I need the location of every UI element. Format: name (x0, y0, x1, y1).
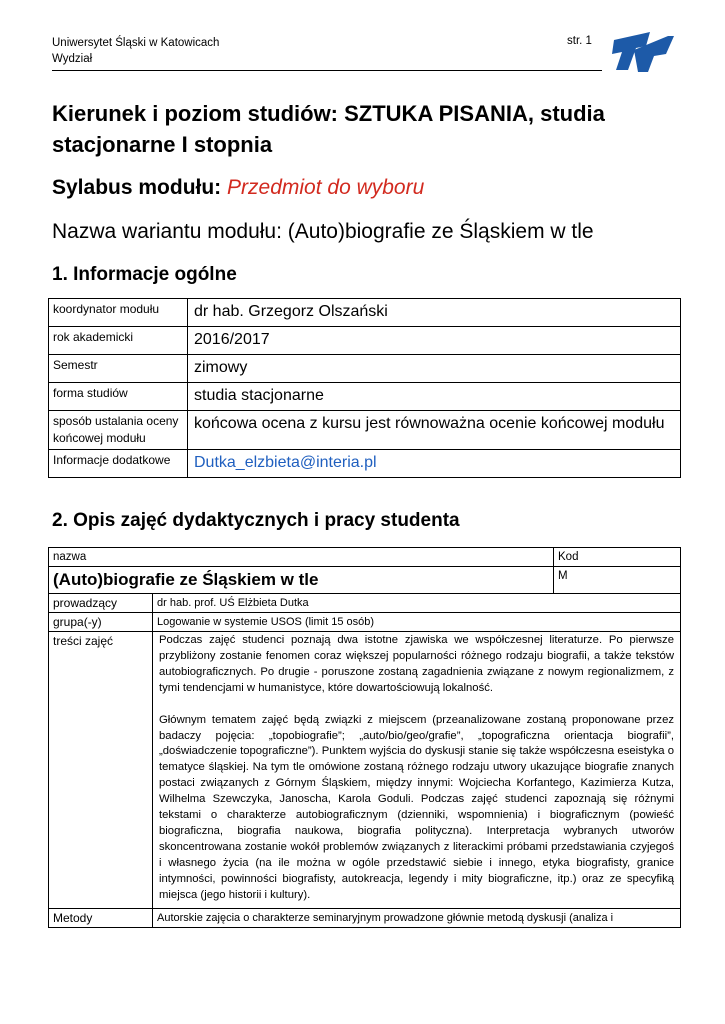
table-row (49, 355, 681, 383)
row-key: rok akademicki (49, 327, 188, 355)
table-row (49, 908, 681, 927)
page-title: Kierunek i poziom studiów: SZTUKA PISANIA, studia stacjonarne I stopnia (52, 101, 605, 157)
section-1-title: 1. Informacje ogólne (52, 264, 237, 285)
table-row (49, 299, 681, 327)
table-row (49, 567, 681, 594)
row-key: Informacje dodatkowe (49, 450, 188, 478)
general-info-table (48, 298, 681, 478)
table-row (49, 632, 681, 909)
table-row (49, 594, 681, 613)
tresci-paragraph-1: Podczas zajęć studenci poznają dwa istotne zjawiska we współczesnej literaturze. Po pierwsze przybliżony zostanie fenomen coraz większej popularności różnego rodzaju biografii, a także tekstów autobiograficznych. Po drugie - poruszone zostaną zagadnienia związane z nowym regionalizmem, z tymi tendencjami w humanistyce, które dowartościowują lokalność. (159, 634, 674, 694)
table-row (49, 613, 681, 632)
faculty-name: Wydział (52, 53, 93, 65)
table-row (49, 327, 681, 355)
row-key: Semestr (49, 355, 188, 383)
course-name: (Auto)biografie ze Śląskiem w tle (49, 567, 554, 594)
row-key: sposób ustalania oceny końcowej modułu (49, 411, 188, 450)
page-header (52, 35, 219, 67)
row-value: końcowa ocena z kursu jest równoważna ocenie końcowej modułu (188, 411, 681, 450)
kod-label: Kod (554, 548, 681, 567)
row-value: studia stacjonarne (188, 383, 681, 411)
table-row (49, 548, 681, 567)
table-row (49, 383, 681, 411)
metody-label: Metody (49, 908, 153, 927)
metody-value: Autorskie zajęcia o charakterze seminaryjnym prowadzone głównie metodą dyskusji (analiza i (153, 908, 681, 927)
header-divider (52, 70, 602, 71)
variant-heading: Nazwa wariantu modułu: (Auto)biografie ze Śląskiem w tle (52, 220, 594, 243)
tresci-label: treści zajęć (49, 632, 153, 909)
grupa-label: grupa(-y) (49, 613, 153, 632)
section-2-title: 2. Opis zajęć dydaktycznych i pracy studenta (52, 510, 460, 531)
row-key: forma studiów (49, 383, 188, 411)
row-key: koordynator modułu (49, 299, 188, 327)
course-description-table (48, 547, 681, 928)
row-value: dr hab. Grzegorz Olszański (188, 299, 681, 327)
row-value: 2016/2017 (188, 327, 681, 355)
email-link[interactable]: Dutka_elzbieta@interia.pl (188, 450, 681, 478)
table-row (49, 411, 681, 450)
prowadzacy-value: dr hab. prof. UŚ Elżbieta Dutka (153, 594, 681, 613)
kod-value: M (554, 567, 681, 594)
module-name: Przedmiot do wyboru (227, 176, 425, 199)
row-value: zimowy (188, 355, 681, 383)
university-name: Uniwersytet Śląski w Katowicach (52, 37, 220, 49)
page-number: str. 1 (567, 35, 592, 47)
tresci-value (153, 632, 681, 909)
syllabus-heading (52, 176, 424, 200)
syllabus-prefix: Sylabus modułu: (52, 176, 222, 199)
university-logo-icon (606, 26, 676, 76)
name-label: nazwa (49, 548, 554, 567)
prowadzacy-label: prowadzący (49, 594, 153, 613)
table-row (49, 450, 681, 478)
grupa-value: Logowanie w systemie USOS (limit 15 osób) (153, 613, 681, 632)
tresci-paragraph-2: Głównym tematem zajęć będą związki z miejscem (przeanalizowane zostaną proponowane przez badaczy pojęcia: „topobiografie”; „auto/bio/geo/grafie”, „topograficzna orientacja biografii”, „doświadczenie topograficzne”). Punktem wyjścia do dyskusji stanie się także współczesna eseistyka o tematyce śląskiej. Na tym tle omówione zostaną różnego rodzaju utwory ukazujące biografie znanych postaci związanych z Górnym Śląskiem, między innymi: Wojciecha Korfantego, Kazimierza Kutza, Wilhelma Szewczyka, Janoscha, Karola Goduli. Podczas zajęć studenci zapoznają się różnymi tekstami o charakterze autobiograficznym (dzienniki, wspomnienia) i biograficznym (powieść biograficzna, biografia naukowa, biografia polityczna). Interpretacja wybranych utworów skoncentrowana zostanie wokół problemów związanych z literackimi próbami przedstawiania czyjegoś i własnego życia (na ile można w ogóle przedstawić siebie i innego, etyka biografisty, granice intymności, powinności biografisty, autokreacja, legendy i mity biograficzne, itp.) oraz ze specyfiką miejsca (jego historii i kultury). (159, 713, 674, 901)
